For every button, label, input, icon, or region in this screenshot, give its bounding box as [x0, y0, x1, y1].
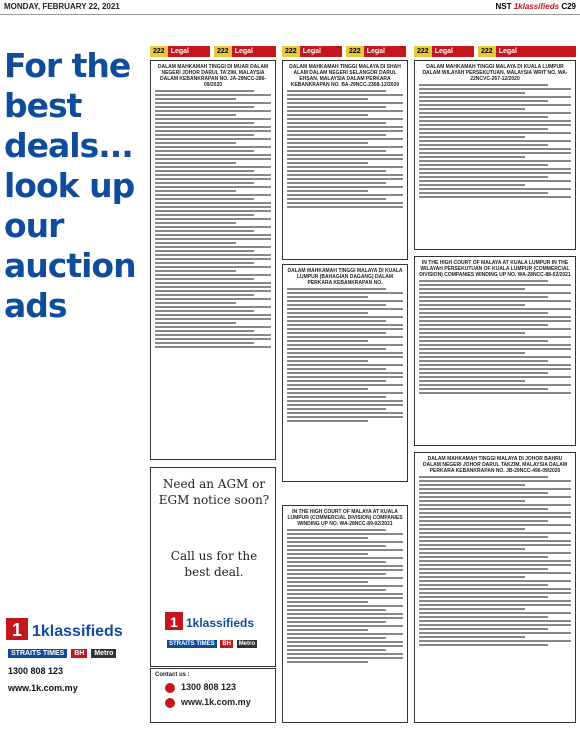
klassifieds-label: 1klassifieds — [513, 2, 560, 11]
agm-question: Need an AGM or EGM notice soon? — [158, 477, 270, 507]
promo-phone: 1300 808 123 — [8, 666, 64, 676]
brand-metro: Metro — [238, 641, 256, 647]
section-header: 222 Legal — [478, 46, 576, 57]
klassifieds-logo — [6, 614, 141, 644]
notice-title: DALAM MAHKAMAH TINGGI MALAYA DI KUALA LUMPUR (BAHAGIAN DAGANG) DALAM PERKARA KEBANKRAPAN NO. — [287, 268, 403, 286]
logo-wordmark: 1klassifieds — [186, 616, 255, 630]
section-header: 222 Legal — [346, 46, 406, 57]
notice-title: IN THE HIGH COURT OF MALAYA AT KUALA LUMPUR (COMMERCIAL DIVISION) COMPANIES WINDING UP NO. WA-28NCC-89-02/2021 — [287, 509, 403, 527]
section-header: 222 Legal — [414, 46, 474, 57]
promo-headline: For the best deals... look up our auction ads — [4, 46, 136, 325]
notice-title: DALAM MAHKAMAH TINGGI DI MUAR DALAM NEGERI JOHOR DARUL TA'ZIM, MALAYSIA DALAM KEBANKRAPAN NO. JA-29NCC-286-09/2020 — [157, 64, 269, 88]
brand-straits-times: STRAITS TIMES — [8, 649, 67, 658]
brand-bh: BH — [71, 649, 87, 658]
legal-notice — [282, 264, 408, 482]
legal-notice — [414, 256, 576, 446]
legal-notice — [414, 60, 576, 250]
section-header: 222 Legal — [214, 46, 276, 57]
brand-strip — [167, 640, 259, 648]
notice-title: DALAM MAHKAMAH TINGGI MALAYA DI KUALA LUMPUR DALAM WILAYAH PERSEKUTUAN, MALAYSIA WRIT NO. WA-22NCVC-267-12/2020 — [422, 64, 568, 82]
contact-website: www.1k.com.my — [181, 697, 251, 707]
masthead-brand — [495, 2, 576, 11]
agm-ad — [150, 467, 276, 667]
brand-straits-times: STRAITS TIMES — [169, 641, 215, 647]
contact-phone: 1300 808 123 — [181, 682, 237, 692]
section-header: 222 Legal — [282, 46, 342, 57]
svg-text:1: 1 — [170, 614, 178, 630]
logo-wordmark: 1klassifieds — [32, 623, 123, 640]
contact-label: Contact us : — [155, 672, 190, 678]
legal-notice — [282, 60, 408, 260]
notice-title: DALAM MAHKAMAH TINGGI MALAYA DI SHAH ALAM DALAM NEGERI SELANGOR DARUL EHSAN, MALAYSIA DALAM PERKARA KEBANKRAPAN NO. BA-29NCC-2368-12/2020 — [289, 64, 401, 88]
legal-notice — [150, 60, 276, 460]
legal-notice — [414, 452, 576, 723]
issue-date: MONDAY, FEBRUARY 22, 2021 — [4, 2, 120, 11]
page-number: C29 — [561, 2, 576, 11]
brand-bh: BH — [222, 641, 232, 647]
agm-call: Call us for the best deal. — [170, 549, 258, 579]
contact-box — [150, 668, 276, 723]
promo-website: www.1k.com.my — [8, 683, 78, 693]
brand-metro: Metro — [91, 649, 116, 658]
phone-icon — [165, 683, 175, 693]
section-header: 222 Legal — [150, 46, 210, 57]
notice-title: IN THE HIGH COURT OF MALAYA AT KUALA LUMPUR IN THE WILAYAH PERSEKUTUAN OF KUALA LUMPUR (COMMERCIAL DIVISION) COMPANIES WINDING UP NO. WA-28NCC-88-02/2021 — [419, 260, 571, 278]
klassifieds-logo — [165, 608, 265, 636]
masthead — [0, 0, 580, 15]
web-icon — [165, 698, 175, 708]
svg-text:1: 1 — [12, 620, 23, 640]
legal-notice — [282, 505, 408, 723]
auction-promo — [0, 16, 144, 733]
brand-strip — [8, 649, 118, 658]
nst-label: NST — [495, 2, 512, 11]
notice-title: DALAM MAHKAMAH TINGGI MALAYA DI JOHOR BAHRU DALAM NEGERI JOHOR DARUL TAKZIM, MALAYSIA DALAM PERKARA KEBANKRAPAN NO. JB-29NCC-496-09/2020 — [422, 456, 568, 474]
